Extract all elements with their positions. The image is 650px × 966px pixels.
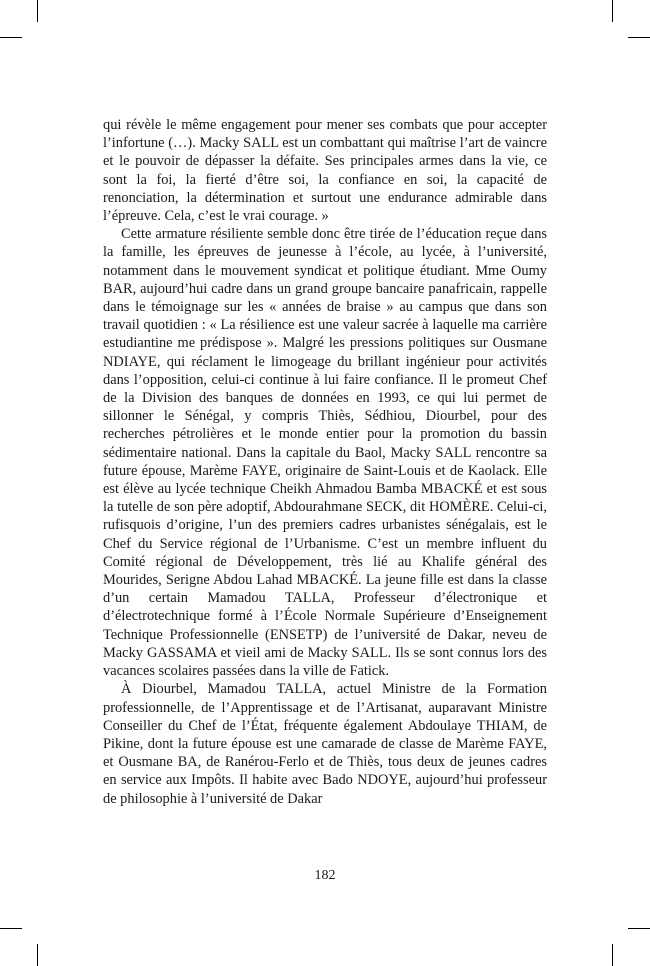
paragraph-2: Cette armature résiliente semble donc être tirée de l’éducation reçue dans la famille, les épreuves de jeunesse à l’école, au lycée, à l’université, notamment dans le mouvement syndicat et politique étudiant. Mme Oumy BAR, aujourd’hui cadre dans un grand groupe bancaire panafricain, rappelle dans le témoignage sur les « années de braise » au campus que dans son travail quotidien : « La résilience est une valeur sacrée à laquelle ma carrière estudiantine me prédispose ». Malgré les pressions politiques sur Ousmane NDIAYE, qui réclament le limogeage du brillant ingénieur pour activités dans l’opposition, celui-ci continue à lui faire confiance. Il le promeut Chef de la Division des banques de données en 1993, ce qui lui permet de sillonner le Sénégal, y compris Thiès, Sédhiou, Diourbel, pour des recherches pétrolières et le monde entier pour la promotion du bassin sédimentaire national. Dans la capitale du Baol, Macky SALL rencontre sa future épouse, Marème FAYE, originaire de Saint-Louis et de Kaolack. Elle est élève au lycée technique Cheikh Ahmadou Bamba MBACKÉ et est sous la tutelle de son père adoptif, Abdourahmane SECK, dit HOMÈRE. Celui-ci, rufisquois d’origine, l’un des premiers cadres urbanistes sénégalais, est le Chef du Service régional de l’Urbanisme. C’est un membre influent du Comité régional de Développement, très lié au Khalife général des Mourides, Serigne Abdou Lahad MBACKÉ. La jeune fille est dans la classe d’un certain Mamadou TALLA, Professeur d’électronique et d’électrotechnique formé à l’École Normale Supérieure d’Enseignement Technique Professionnelle (ENSETP) de l’université de Dakar, neveu de Macky GASSAMA et vieil ami de Macky SALL. Ils se sont connus lors des vacances scolaires passées dans la ville de Fatick. [103, 226, 547, 680]
crop-mark-bottom-left-v [37, 944, 38, 966]
crop-mark-bottom-left-h [0, 928, 22, 929]
paragraph-1: qui révèle le même engagement pour mener ses combats que pour accepter l’infortune (…). Macky SALL est un combattant qui maîtrise l’art de vaincre et le pouvoir de dépasser la défaite. Ses principales armes dans la vie, ce sont la foi, la fierté d’être soi, la confiance en soi, la capacité de renonciation, la détermination et surtout une endurance admirable dans l’épreuve. Cela, c’est le vrai courage. » [103, 117, 547, 225]
paragraph-3: À Diourbel, Mamadou TALLA, actuel Ministre de la Formation professionnelle, de l’Apprentissage et de l’Artisanat, auparavant Ministre Conseiller du Chef de l’État, fréquente également Abdoulaye THIAM, de Pikine, dont la future épouse est une camarade de classe de Marème FAYE, et Ousmane BA, de Ranérou-Ferlo et de Thiès, tous deux de jeunes cadres en service aux Impôts. Il habite avec Bado NDOYE, aujourd’hui professeur de philosophie à l’université de Dakar [103, 681, 547, 807]
crop-mark-top-left-v [37, 0, 38, 22]
page-number: 182 [314, 868, 336, 883]
crop-mark-top-right-v [612, 0, 613, 22]
crop-mark-top-right-h [628, 37, 650, 38]
crop-mark-top-left-h [0, 37, 22, 38]
crop-mark-bottom-right-v [612, 944, 613, 966]
body-text [103, 116, 547, 808]
crop-mark-bottom-right-h [628, 928, 650, 929]
